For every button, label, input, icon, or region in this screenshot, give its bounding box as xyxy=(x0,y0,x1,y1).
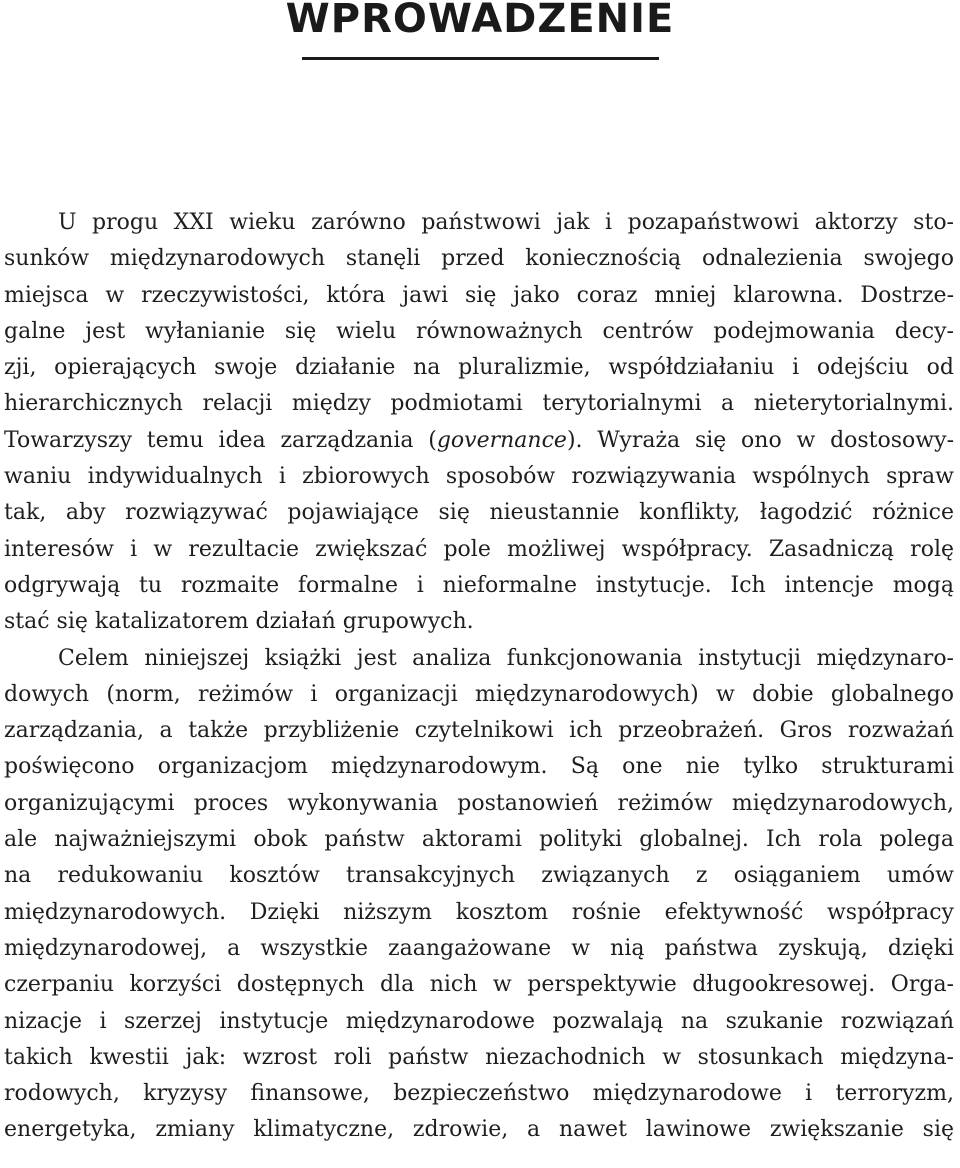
text-line: sunków międzynarodowych stanęli przed koniecznością odnalezienia swojego xyxy=(4,246,954,272)
text-fragment: ). Wyraża się ono w dostosowy- xyxy=(566,427,954,453)
text-line: stać się katalizatorem działań grupowych. xyxy=(4,609,474,635)
text-line: organizującymi proces wykonywania postanowień reżimów międzynarodowych, xyxy=(4,790,954,816)
text-line: czerpaniu korzyści dostępnych dla nich w perspektywie długookresowej. Orga- xyxy=(4,972,954,998)
text-line: zji, opierających swoje działanie na pluralizmie, współdziałaniu i odejściu od xyxy=(4,355,954,381)
text-line: hierarchicznych relacji między podmiotami terytorialnymi a nieterytorialnymi. xyxy=(4,391,954,417)
body-text xyxy=(4,205,954,1149)
text-line: tak, aby rozwiązywać pojawiające się nieustannie konflikty, łagodzić różnice xyxy=(4,500,954,526)
text-line: poświęcono organizacjom międzynarodowym. Są one nie tylko strukturami xyxy=(4,754,954,780)
chapter-title: WPROWADZENIE xyxy=(285,0,675,42)
text-line: odgrywają tu rozmaite formalne i nieformalne instytucje. Ich intencje mogą xyxy=(4,572,954,598)
text-line: nizacje i szerzej instytucje międzynarodowe pozwalają na szukanie rozwiązań xyxy=(4,1008,954,1034)
text-line: międzynarodowej, a wszystkie zaangażowane w nią państwa zyskują, dzięki xyxy=(4,935,954,961)
text-line: miejsca w rzeczywistości, która jawi się jako coraz mniej klarowna. Dostrze- xyxy=(4,282,954,308)
text-line: rodowych, kryzysy finansowe, bezpieczeństwo międzynarodowe i terroryzm, xyxy=(4,1081,954,1107)
text-fragment: Towarzyszy temu idea zarządzania ( xyxy=(4,427,437,453)
text-line: dowych (norm, reżimów i organizacji międzynarodowych) w dobie globalnego xyxy=(4,681,954,707)
text-line: międzynarodowych. Dzięki niższym kosztom rośnie efektywność współpracy xyxy=(4,899,954,925)
text-line: energetyka, zmiany klimatyczne, zdrowie, a nawet lawinowe zwiększanie się xyxy=(4,1117,954,1143)
text-line: na redukowaniu kosztów transakcyjnych związanych z osiąganiem umów xyxy=(4,863,954,889)
text-line: zarządzania, a także przybliżenie czytelnikowi ich przeobrażeń. Gros rozważań xyxy=(4,718,954,744)
text-line: ale najważniejszymi obok państw aktorami polityki globalnej. Ich rola polega xyxy=(4,827,954,853)
italic-term-governance: governance xyxy=(436,427,567,453)
text-line-governance xyxy=(4,423,954,459)
title-underline xyxy=(302,57,659,60)
text-line: galne jest wyłanianie się wielu równoważnych centrów podejmowania decy- xyxy=(4,318,954,344)
text-line: Celem niniejszej książki jest analiza funkcjonowania instytucji międzynaro- xyxy=(58,645,954,671)
text-line: takich kwestii jak: wzrost roli państw niezachodnich w stosunkach międzyna- xyxy=(4,1044,954,1070)
text-line: interesów i w rezultacie zwiększać pole możliwej współpracy. Zasadniczą rolę xyxy=(4,536,954,562)
text-line: U progu XXI wieku zarówno państwowi jak i pozapaństwowi aktorzy sto- xyxy=(58,210,954,235)
text-line: waniu indywidualnych i zbiorowych sposobów rozwiązywania wspólnych spraw xyxy=(4,464,954,490)
